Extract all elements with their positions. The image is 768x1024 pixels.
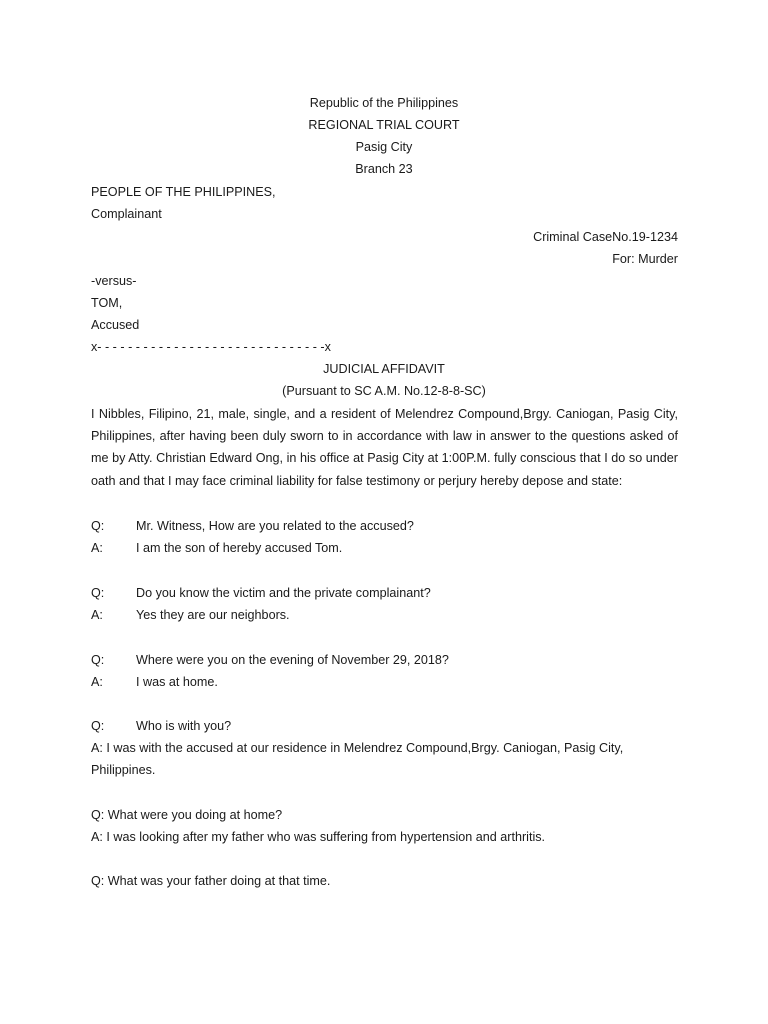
question-label: Q: <box>91 719 105 733</box>
case-number: Criminal CaseNo.19-1234 <box>533 230 678 244</box>
intro-paragraph: I Nibbles, Filipino, 21, male, single, and a resident of Melendrez Compound,Brgy. Caniogan, Pasig City, Philippines, after having been duly sworn to in accordance with law in answer to the questions asked of me by Atty. Christian Edward Ong, in his office at Pasig City at 1:00P.M. fully conscious that I do so under oath and that I may face criminal liability for false testimony or perjury hereby depose and state: <box>91 407 678 488</box>
answer-text: I was at home. <box>136 675 218 689</box>
document-subtitle: (Pursuant to SC A.M. No.12-8-8-SC) <box>282 384 486 398</box>
question-text: Q: What was your father doing at that time. <box>91 874 331 888</box>
question-text: Do you know the victim and the private complainant? <box>136 586 431 600</box>
court-name: REGIONAL TRIAL COURT <box>308 118 460 132</box>
question-text: Q: What were you doing at home? <box>91 808 283 822</box>
answer-label: A: <box>91 608 103 622</box>
question-label: Q: <box>91 519 105 533</box>
answer-text: A: I was looking after my father who was suffering from hypertension and arthritis. <box>91 830 546 844</box>
answer-text: A: I was with the accused at our residence in Melendrez Compound,Brgy. Caniogan, Pasig City, Philippines. <box>91 741 624 778</box>
question-label: Q: <box>91 653 105 667</box>
document-title: JUDICIAL AFFIDAVIT <box>323 362 445 376</box>
answer-text: I am the son of hereby accused Tom. <box>136 541 343 555</box>
plaintiff-name: PEOPLE OF THE PHILIPPINES, <box>91 185 276 199</box>
caption-separator: x- - - - - - - - - - - - - - - - - - - - - - - - - - - - - -x <box>91 340 331 354</box>
offense: For: Murder <box>612 252 678 266</box>
defendant-role: Accused <box>91 318 140 332</box>
republic-line: Republic of the Philippines <box>309 96 459 110</box>
plaintiff-role: Complainant <box>91 207 162 221</box>
question-text: Mr. Witness, How are you related to the accused? <box>136 519 414 533</box>
answer-text: Yes they are our neighbors. <box>136 608 290 622</box>
court-city: Pasig City <box>355 140 413 154</box>
question-text: Where were you on the evening of November 29, 2018? <box>136 653 449 667</box>
question-text: Who is with you? <box>136 719 232 733</box>
defendant-name: TOM, <box>91 296 123 310</box>
versus-label: -versus- <box>91 274 137 288</box>
answer-label: A: <box>91 541 103 555</box>
question-label: Q: <box>91 586 105 600</box>
court-branch: Branch 23 <box>355 162 413 176</box>
answer-label: A: <box>91 675 103 689</box>
